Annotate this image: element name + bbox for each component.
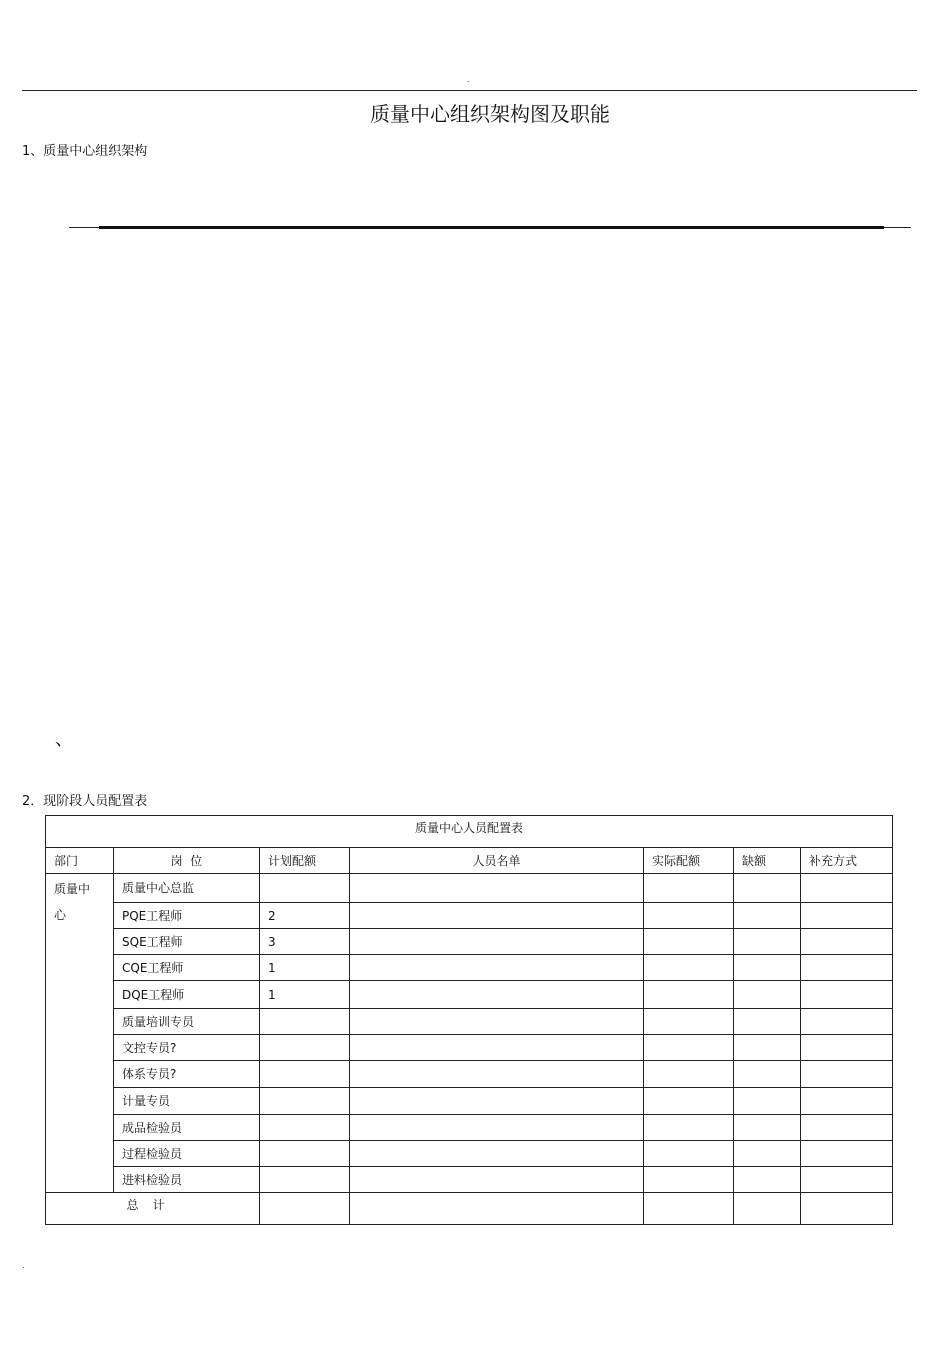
supplement-cell — [801, 1167, 893, 1193]
plan-cell: 3 — [260, 929, 350, 955]
shortage-cell — [734, 1141, 801, 1167]
col-header-dept: 部门 — [46, 848, 114, 874]
table-row — [46, 874, 893, 903]
total-label: 总计 — [46, 1193, 260, 1225]
table-row — [46, 1167, 893, 1193]
table-row — [46, 1061, 893, 1088]
supplement-cell — [801, 1035, 893, 1061]
plan-cell: 1 — [260, 955, 350, 981]
table-title: 质量中心人员配置表 — [46, 816, 893, 848]
shortage-cell — [734, 1088, 801, 1115]
actual-cell — [644, 1115, 734, 1141]
plan-cell — [260, 1035, 350, 1061]
plan-cell — [260, 1115, 350, 1141]
table-row — [46, 1009, 893, 1035]
actual-cell — [644, 981, 734, 1009]
shortage-cell — [734, 1167, 801, 1193]
actual-cell — [644, 1035, 734, 1061]
table-header-row — [46, 848, 893, 874]
col-header-names: 人员名单 — [350, 848, 644, 874]
table-total-row — [46, 1193, 893, 1225]
supplement-cell — [801, 955, 893, 981]
supplement-cell — [801, 903, 893, 929]
table-row — [46, 955, 893, 981]
actual-cell — [644, 874, 734, 903]
header-dot: . — [467, 75, 470, 84]
position-cell: 成品检验员 — [114, 1115, 260, 1141]
shortage-cell — [734, 1035, 801, 1061]
names-cell — [350, 955, 644, 981]
names-cell — [350, 903, 644, 929]
total-plan-cell — [260, 1193, 350, 1225]
org-chart-rule-thick — [99, 226, 884, 229]
names-cell — [350, 981, 644, 1009]
shortage-cell — [734, 981, 801, 1009]
actual-cell — [644, 1141, 734, 1167]
names-cell — [350, 929, 644, 955]
table-row — [46, 903, 893, 929]
plan-cell — [260, 1009, 350, 1035]
supplement-cell — [801, 1088, 893, 1115]
names-cell — [350, 1061, 644, 1088]
supplement-cell — [801, 1061, 893, 1088]
position-cell: 计量专员 — [114, 1088, 260, 1115]
supplement-cell — [801, 874, 893, 903]
table-row — [46, 981, 893, 1009]
col-header-position: 岗 位 — [114, 848, 260, 874]
names-cell — [350, 1167, 644, 1193]
shortage-cell — [734, 1115, 801, 1141]
shortage-cell — [734, 929, 801, 955]
shortage-cell — [734, 874, 801, 903]
actual-cell — [644, 903, 734, 929]
actual-cell — [644, 1009, 734, 1035]
shortage-cell — [734, 955, 801, 981]
position-cell: 体系专员? — [114, 1061, 260, 1088]
supplement-cell — [801, 1141, 893, 1167]
position-cell: 文控专员? — [114, 1035, 260, 1061]
table-row — [46, 929, 893, 955]
header-rule — [22, 90, 917, 91]
col-header-shortage: 缺额 — [734, 848, 801, 874]
table-row — [46, 1035, 893, 1061]
supplement-cell — [801, 929, 893, 955]
shortage-cell — [734, 1009, 801, 1035]
position-cell: 质量中心总监 — [114, 874, 260, 903]
actual-cell — [644, 1167, 734, 1193]
actual-cell — [644, 955, 734, 981]
section-2-heading: 2．现阶段人员配置表 — [22, 794, 148, 809]
total-actual-cell — [644, 1193, 734, 1225]
shortage-cell — [734, 903, 801, 929]
position-cell: PQE工程师 — [114, 903, 260, 929]
plan-cell — [260, 874, 350, 903]
actual-cell — [644, 1088, 734, 1115]
plan-cell — [260, 1061, 350, 1088]
table-row — [46, 1088, 893, 1115]
supplement-cell — [801, 1115, 893, 1141]
actual-cell — [644, 1061, 734, 1088]
names-cell — [350, 1141, 644, 1167]
plan-cell: 1 — [260, 981, 350, 1009]
col-header-supplement: 补充方式 — [801, 848, 893, 874]
shortage-cell — [734, 1061, 801, 1088]
position-cell: 质量培训专员 — [114, 1009, 260, 1035]
names-cell — [350, 1035, 644, 1061]
names-cell — [350, 1009, 644, 1035]
position-cell: SQE工程师 — [114, 929, 260, 955]
position-cell: CQE工程师 — [114, 955, 260, 981]
total-shortage-cell — [734, 1193, 801, 1225]
names-cell — [350, 874, 644, 903]
position-cell: 进料检验员 — [114, 1167, 260, 1193]
plan-cell — [260, 1141, 350, 1167]
plan-cell — [260, 1167, 350, 1193]
position-cell: 过程检验员 — [114, 1141, 260, 1167]
actual-cell — [644, 929, 734, 955]
staffing-table — [45, 815, 893, 1225]
supplement-cell — [801, 981, 893, 1009]
dept-cell: 质量中心 — [46, 874, 114, 1193]
page-title: 质量中心组织架构图及职能 — [370, 102, 610, 126]
total-names-cell — [350, 1193, 644, 1225]
footer-dot: . — [22, 1261, 25, 1270]
total-supplement-cell — [801, 1193, 893, 1225]
col-header-plan: 计划配额 — [260, 848, 350, 874]
position-cell: DQE工程师 — [114, 981, 260, 1009]
stray-punctuation: 、 — [55, 729, 73, 750]
names-cell — [350, 1115, 644, 1141]
plan-cell: 2 — [260, 903, 350, 929]
table-row — [46, 1115, 893, 1141]
plan-cell — [260, 1088, 350, 1115]
table-row — [46, 1141, 893, 1167]
section-1-heading: 1、质量中心组织架构 — [22, 144, 148, 159]
names-cell — [350, 1088, 644, 1115]
supplement-cell — [801, 1009, 893, 1035]
col-header-actual: 实际配额 — [644, 848, 734, 874]
